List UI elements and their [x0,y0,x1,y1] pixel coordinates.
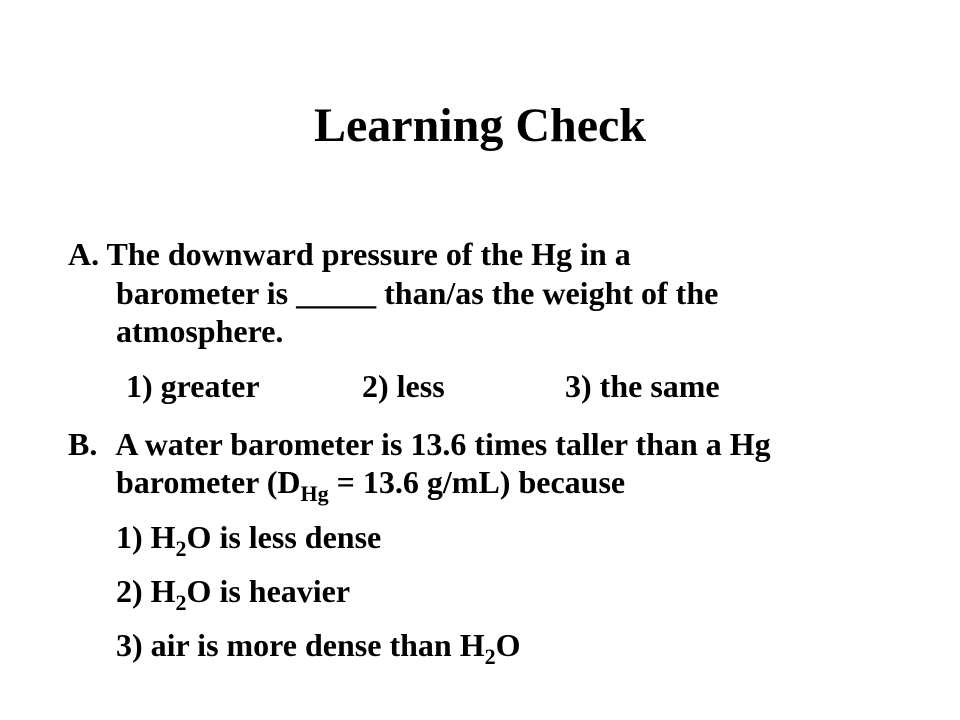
question-b-option-3 [116,625,521,669]
question-b-option-2 [116,571,351,615]
question-b-text-1: A water barometer is 13.6 times taller than a Hg [115,426,771,462]
option-2-sub: 2 [175,590,187,615]
option-1-pre: 1) H [116,519,176,555]
option-1-post: O is less dense [186,519,382,555]
question-b-option-1 [116,517,382,561]
question-a-line-3: atmosphere. [116,313,284,349]
slide-title: Learning Check [313,99,646,152]
question-b-line-2 [116,462,626,506]
question-a-label: A. [68,236,100,272]
density-subscript: Hg [300,481,329,506]
option-2-post: O is heavier [186,573,351,609]
question-b-text-2-post: = 13.6 g/mL) because [328,464,626,500]
option-3-pre: 3) air is more dense than H [116,627,485,663]
question-a-choice-2: 2) less [362,368,445,404]
question-a-choice-3: 3) the same [565,368,720,404]
question-a-line-1 [68,234,631,274]
question-b-line-1 [68,424,771,464]
question-a-choice-1: 1) greater [126,368,260,404]
option-3-sub: 2 [484,644,496,669]
question-b-text-2-pre: barometer (D [116,464,301,500]
option-1-sub: 2 [175,536,187,561]
option-3-post: O [495,627,521,663]
question-a-line-2: barometer is _____ than/as the weight of the [116,275,719,311]
question-b-label: B. [68,426,98,462]
option-2-pre: 2) H [116,573,176,609]
question-a-text-1: The downward pressure of the Hg in a [106,236,631,272]
